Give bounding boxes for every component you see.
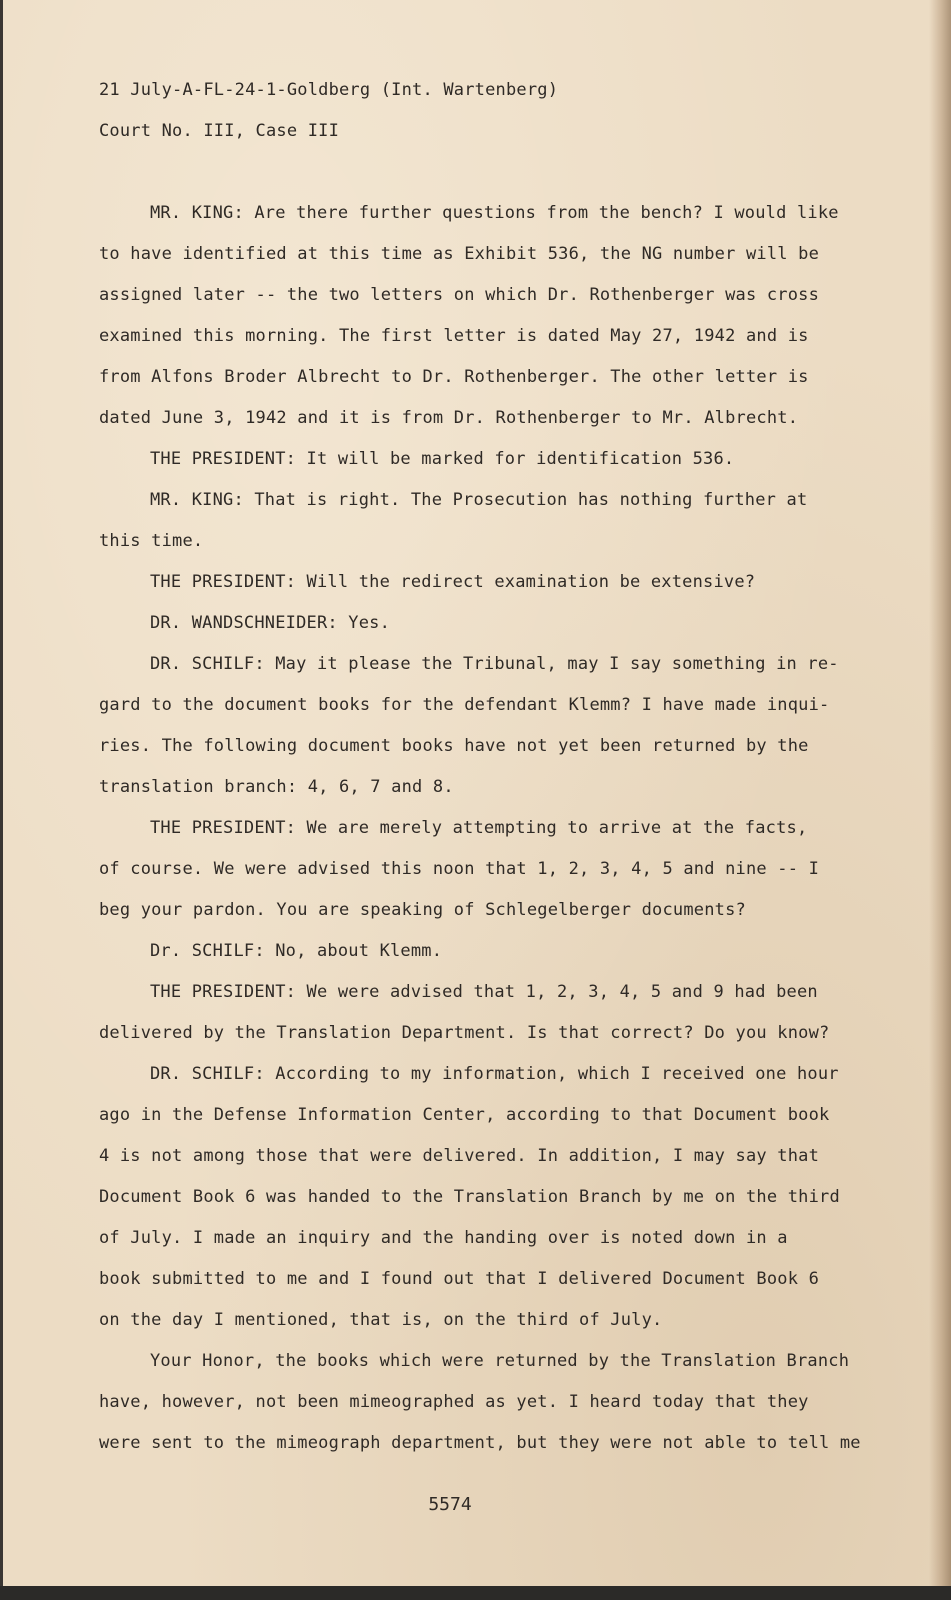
transcript-line: ries. The following document books have not yet been returned by the (99, 736, 809, 756)
transcript-line: THE PRESIDENT: We were advised that 1, 2, 3, 4, 5 and 9 had been (150, 982, 818, 1002)
transcript-line: to have identified at this time as Exhibit 536, the NG number will be (99, 244, 820, 264)
scan-left-edge (0, 0, 3, 1600)
transcript-line: this time. (99, 531, 204, 551)
transcript-line: MR. KING: Are there further questions from the bench? I would like (150, 203, 839, 223)
page-number: 5574 (428, 1494, 472, 1515)
transcript-line: examined this morning. The first letter is dated May 27, 1942 and is (99, 326, 809, 346)
transcript-line: Dr. SCHILF: No, about Klemm. (150, 941, 443, 961)
transcript-line: ago in the Defense Information Center, according to that Document book (99, 1105, 830, 1125)
transcript-line: THE PRESIDENT: We are merely attempting to arrive at the facts, (150, 818, 808, 838)
transcript-line: beg your pardon. You are speaking of Schlegelberger documents? (99, 900, 746, 920)
transcript-line: of course. We were advised this noon that 1, 2, 3, 4, 5 and nine -- I (99, 859, 820, 879)
scan-bottom-edge (0, 1586, 951, 1600)
transcript-line: delivered by the Translation Department. Is that correct? Do you know? (99, 1023, 830, 1043)
transcript-line: DR. SCHILF: According to my information, which I received one hour (150, 1064, 839, 1084)
transcript-line: gard to the document books for the defendant Klemm? I have made inqui- (99, 695, 830, 715)
transcript-line: translation branch: 4, 6, 7 and 8. (99, 777, 454, 797)
transcript-line: of July. I made an inquiry and the handing over is noted down in a (99, 1228, 788, 1248)
transcript-line: assigned later -- the two letters on which Dr. Rothenberger was cross (99, 285, 820, 305)
transcript-line: 4 is not among those that were delivered. In addition, I may say that (99, 1146, 820, 1166)
transcript-line: THE PRESIDENT: It will be marked for identification 536. (150, 449, 735, 469)
scan-right-edge-shadow (929, 0, 951, 1600)
transcript-line: Your Honor, the books which were returned by the Translation Branch (150, 1351, 850, 1371)
transcript-line: THE PRESIDENT: Will the redirect examination be extensive? (150, 572, 756, 592)
transcript-line: dated June 3, 1942 and it is from Dr. Rothenberger to Mr. Albrecht. (99, 408, 799, 428)
file-reference-line: 21 July-A-FL-24-1-Goldberg (Int. Wartenberg) (99, 80, 559, 100)
court-case-line: Court No. III, Case III (99, 121, 340, 141)
transcript-line: have, however, not been mimeographed as yet. I heard today that they (99, 1392, 809, 1412)
transcript-line: were sent to the mimeograph department, but they were not able to tell me (99, 1433, 861, 1453)
transcript-line: DR. WANDSCHNEIDER: Yes. (150, 613, 391, 633)
transcript-line: MR. KING: That is right. The Prosecution has nothing further at (150, 490, 808, 510)
transcript-line: Document Book 6 was handed to the Translation Branch by me on the third (99, 1187, 840, 1207)
transcript-line: from Alfons Broder Albrecht to Dr. Rothenberger. The other letter is (99, 367, 809, 387)
transcript-line: book submitted to me and I found out that I delivered Document Book 6 (99, 1269, 820, 1289)
transcript-line: on the day I mentioned, that is, on the third of July. (99, 1310, 663, 1330)
transcript-line: DR. SCHILF: May it please the Tribunal, may I say something in re- (150, 654, 839, 674)
